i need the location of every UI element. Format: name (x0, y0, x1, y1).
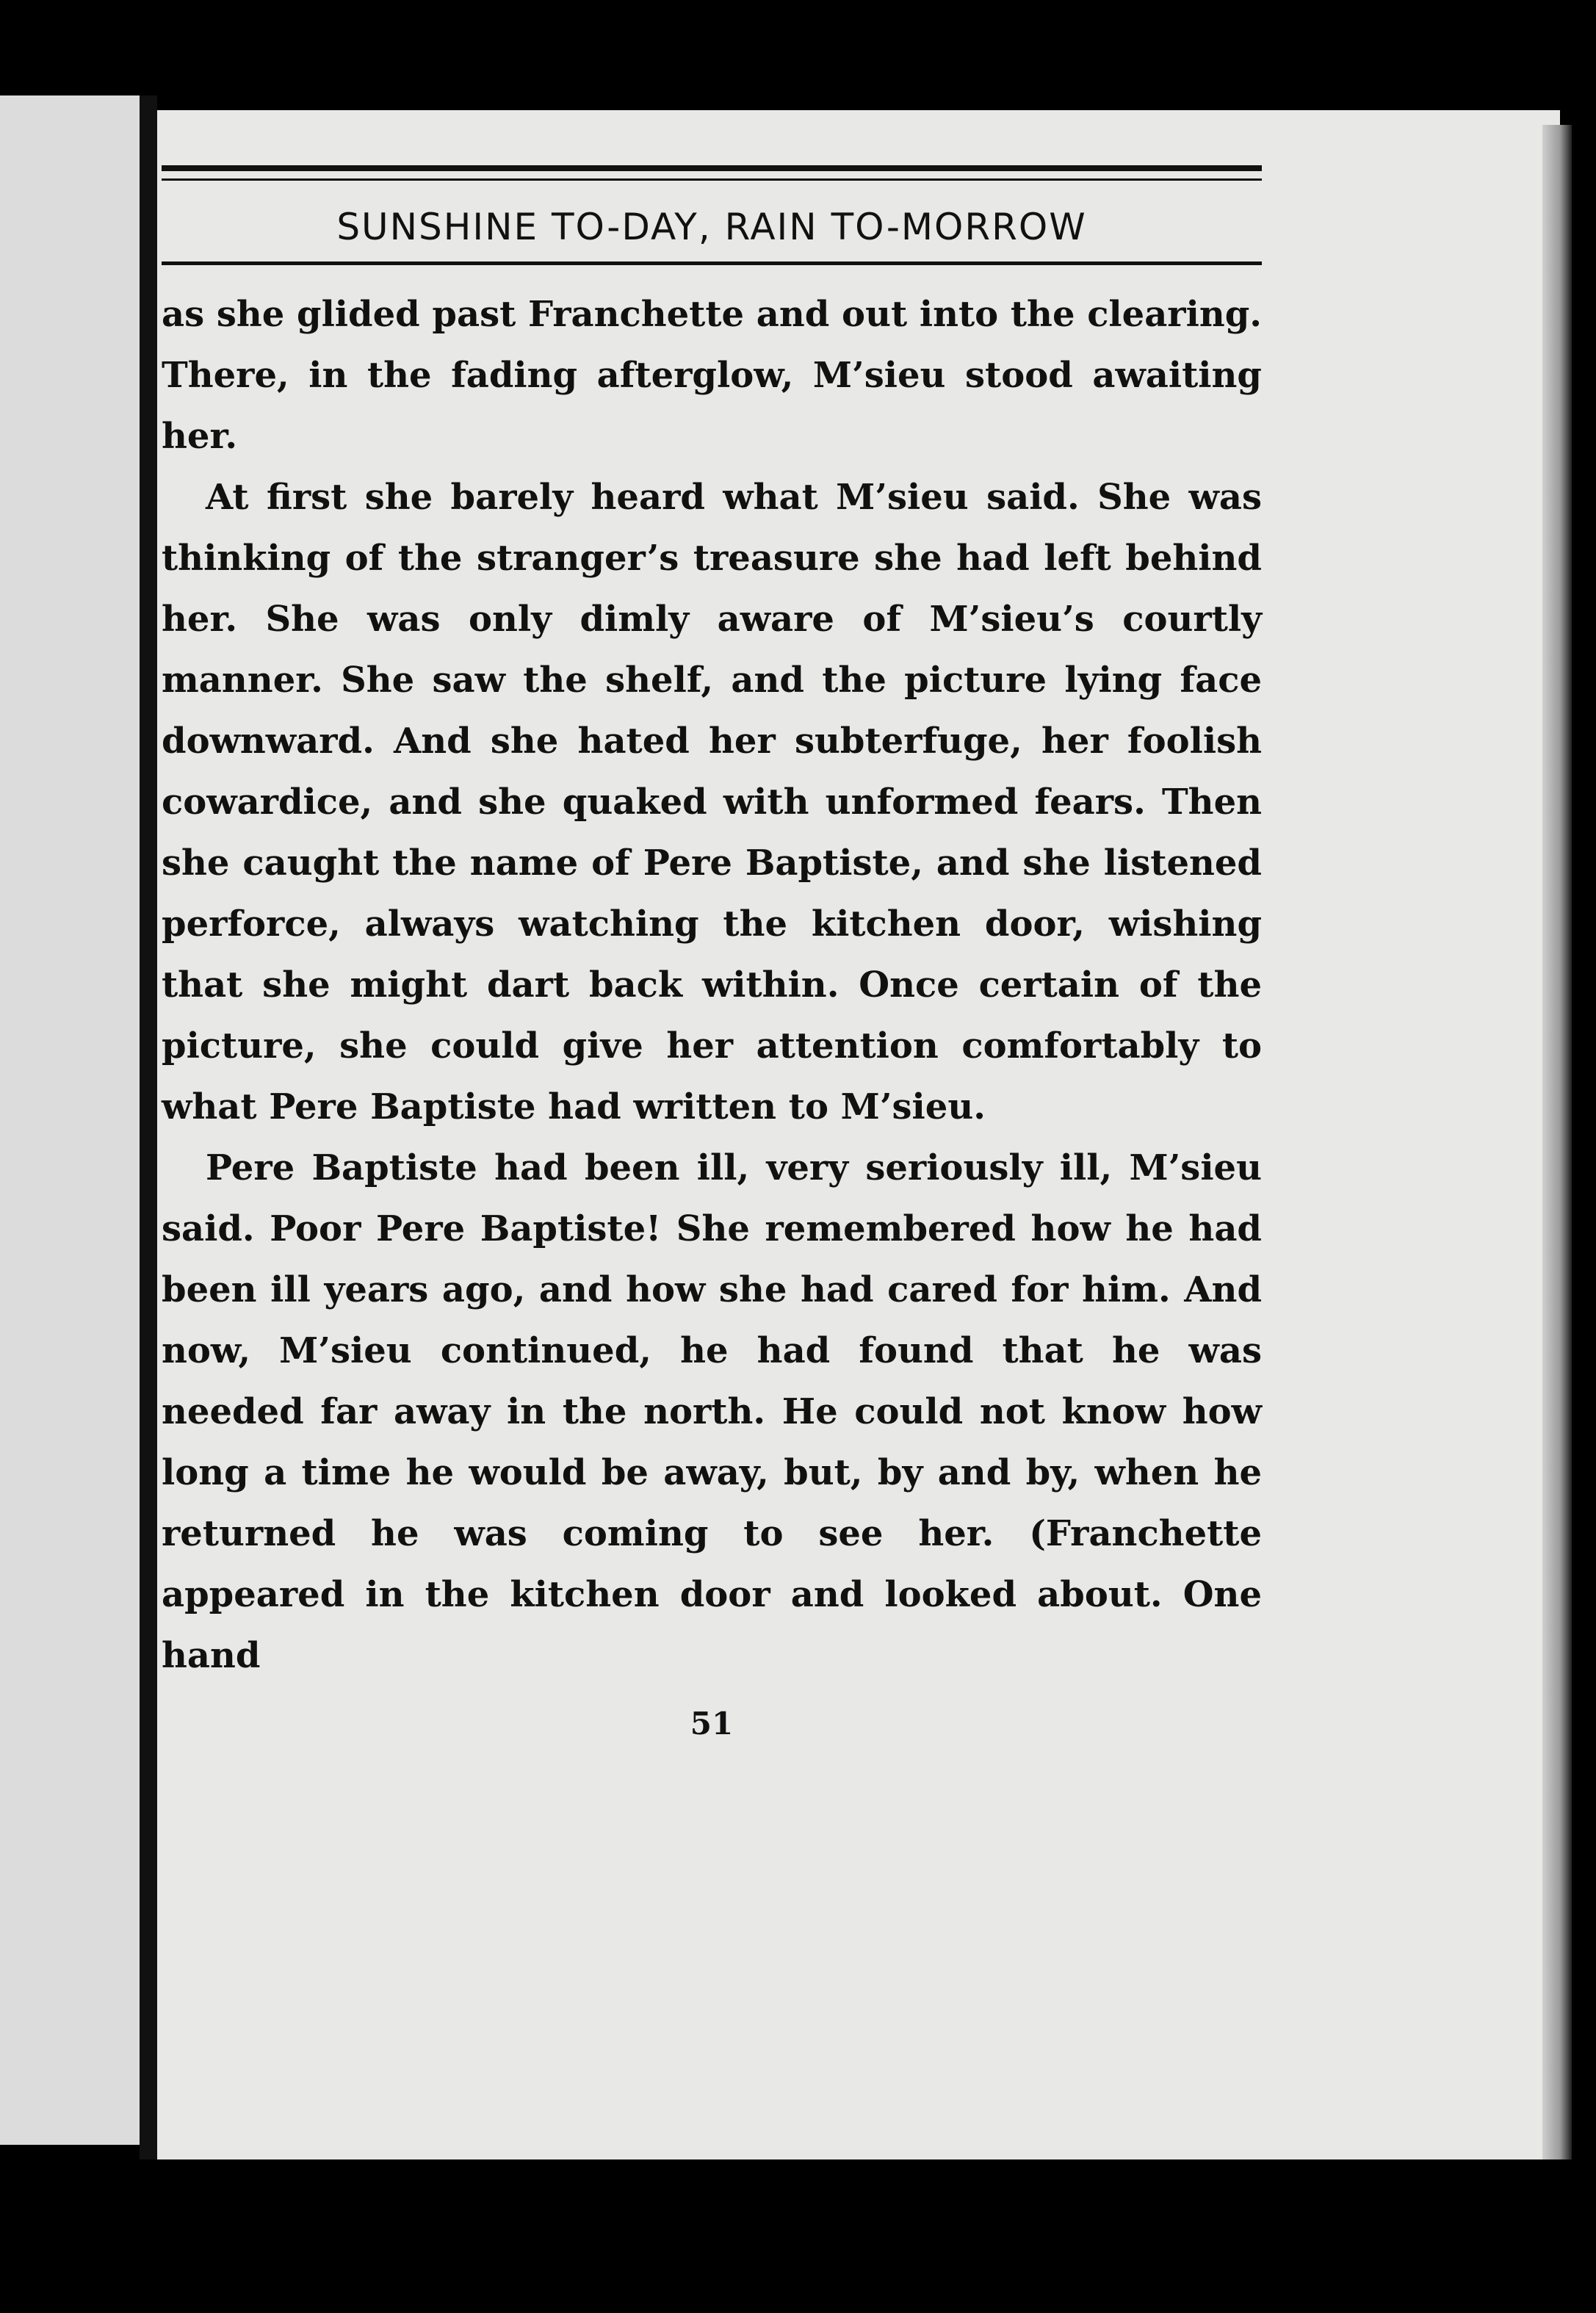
header-rule-double (162, 178, 1262, 181)
page-edge-shadow (1542, 125, 1572, 2159)
page-content (162, 165, 1262, 1742)
book-gutter (140, 95, 157, 2159)
page-number: 51 (690, 1706, 734, 1742)
paragraph-continued: as she glided past Franchette and out into the clearing. There, in the fading afterglow, M’sieu stood awaiting her. (162, 294, 1262, 457)
paragraph: At first she barely heard what M’sieu said. She was thinking of the stranger’s treasure she had left behind her. She was only dimly aware of M’sieu’s courtly manner. She saw the shelf, and the picture lying face downward. And she hated her subterfuge, her foolish cowardice, and she quaked with unformed fears. Then she caught the name of Pere Baptiste, and she listened perforce, always watching the kitchen door, wishing that she might dart back within. Once certain of the picture, she could give her attention comfortably to what Pere Baptiste had written to M’sieu. (162, 477, 1262, 1127)
header-rule-top (162, 165, 1262, 171)
paragraph: Pere Baptiste had been ill, very seriously ill, M’sieu said. Poor Pere Baptiste! She remembered how he had been ill years ago, and how she had cared for him. And now, M’sieu continued, he had found that he was needed far away in the north. He could not know how long a time he would be away, but, by and by, when he returned he was coming to see her. (Franchette appeared in the kitchen door and looked about. One hand (162, 1147, 1262, 1676)
facing-page-edge (0, 95, 140, 2145)
running-head: SUNSHINE TO-DAY, RAIN TO-MORROW (336, 206, 1087, 248)
body-text (162, 284, 1262, 1686)
header-rule-bottom (162, 261, 1262, 265)
